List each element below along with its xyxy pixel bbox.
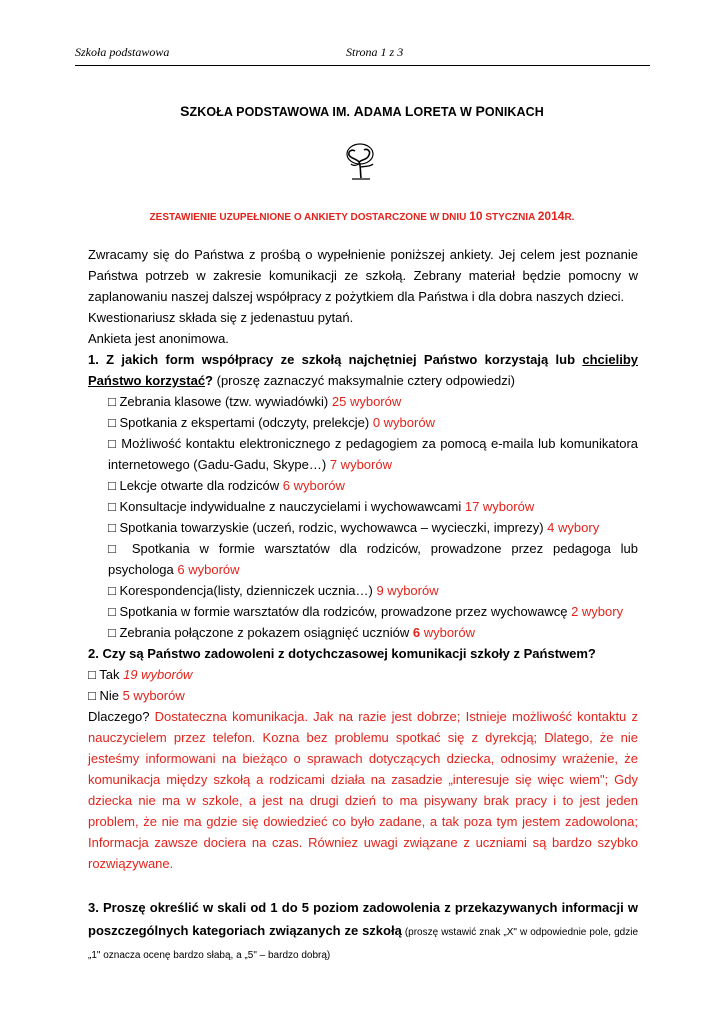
intro-line-anonymous: Ankieta jest anonimowa. [88, 331, 229, 346]
header-page-number: Strona 1 z 3 [346, 45, 404, 59]
q1-option: □ Spotkania w formie warsztatów dla rodziców, prowadzone przez pedagoga lub psychologa 6 wyborów [108, 541, 638, 577]
q2-why: Dlaczego? Dostateczna komunikacja. Jak na razie jest dobrze; Istnieje możliwość kontaktu z nauczycielem przez telefon. Kozna bez problemu spotkać się z dyrekcją; Dlatego, że nie jesteśmy informowani na bieżąco o sprawach dotyczących dziecka, odnosimy wrażenie, że komunikacja między szkołą a rodzicami działa na zasadzie „interesuje się więc wiem"; Gdy dziecka nie ma w szkole, a jest na drugi dzień to ma pisywany brak pracy i to jest jeden problem, że nie ma gdzie się dowiedzieć co było zadane, a tak poza tym jestem zadowolona; Informacja zawsze dociera na czas. Równiez uwagi związane z uczniami są bardzo szybko rozwiązywane. [88, 709, 638, 871]
intro-paragraph: Zwracamy się do Państwa z prośbą o wypełnienie poniższej ankiety. Jej celem jest poznanie Państwa potrzeb w zakresie komunikacji ze szkołą. Zebrany materiał będzie pomocny w zaplanowaniu naszej dalszej współpracy z pożytkiem dla Państwa i dla dobra naszych dzieci. [88, 247, 638, 304]
q1-option: □ Możliwość kontaktu elektronicznego z pedagogiem za pomocą e-maila lub komunikatora internetowego (Gadu-Gadu, Skype…) 7 wyborów [108, 436, 638, 472]
q2-option-no: □ Nie 5 wyborów [88, 688, 185, 703]
q1-option: □ Spotkania towarzyskie (uczeń, rodzic, wychowawca – wycieczki, imprezy) 4 wybory [108, 520, 600, 535]
document-title: SZKOŁA PODSTAWOWA IM. ADAMA LORETA W PONIKACH [180, 103, 544, 119]
q1-option: □ Spotkania w formie warsztatów dla rodziców, prowadzone przez wychowawcę 2 wybory [108, 604, 624, 619]
q1-option: □ Lekcje otwarte dla rodziców 6 wyborów [108, 478, 345, 493]
q1-option: □ Konsultacje indywidualne z nauczycielami i wychowawcami 17 wyborów [108, 499, 535, 514]
q1-option: □ Zebrania klasowe (tzw. wywiadówki) 25 wyborów [108, 394, 402, 409]
page-header [75, 43, 650, 66]
question-1: 1. Z jakich form współpracy ze szkołą najchętniej Państwo korzystają lub chcieliby Państwo korzystać? (proszę zaznaczyć maksymalnie cztery odpowiedzi) [88, 352, 638, 388]
q1-option: □ Spotkania z ekspertami (odczyty, prelekcje) 0 wyborów [108, 415, 435, 430]
q2-option-yes: □ Tak 19 wyborów [88, 667, 193, 682]
question-3: 3. Proszę określić w skali od 1 do 5 poziom zadowolenia z przekazywanych informacji w poszczególnych kategoriach związanych ze szkołą (proszę wstawić znak „X" w odpowiednie pole, gdzie „1" oznacza ocenę bardzo słabą, a „5" – bardzo dobrą) [88, 900, 638, 961]
question-2: 2. Czy są Państwo zadowoleni z dotychczasowej komunikacji szkoły z Państwem? [88, 646, 596, 661]
document-body [88, 244, 638, 965]
intro-line-questions: Kwestionariusz składa się z jedenastuu pytań. [88, 310, 354, 325]
q1-option: □ Korespondencja(listy, dzienniczek ucznia…) 9 wyborów [108, 583, 439, 598]
tree-logo-icon [339, 140, 383, 184]
document-subtitle: ZESTAWIENIE UZUPEŁNIONE O ANKIETY DOSTARCZONE W DNIU 10 STYCZNIA 2014R. [149, 209, 575, 223]
q1-option: □ Zebrania połączone z pokazem osiągnięć uczniów 6 wyborów [108, 625, 476, 640]
header-school-name: Szkoła podstawowa [75, 45, 170, 59]
